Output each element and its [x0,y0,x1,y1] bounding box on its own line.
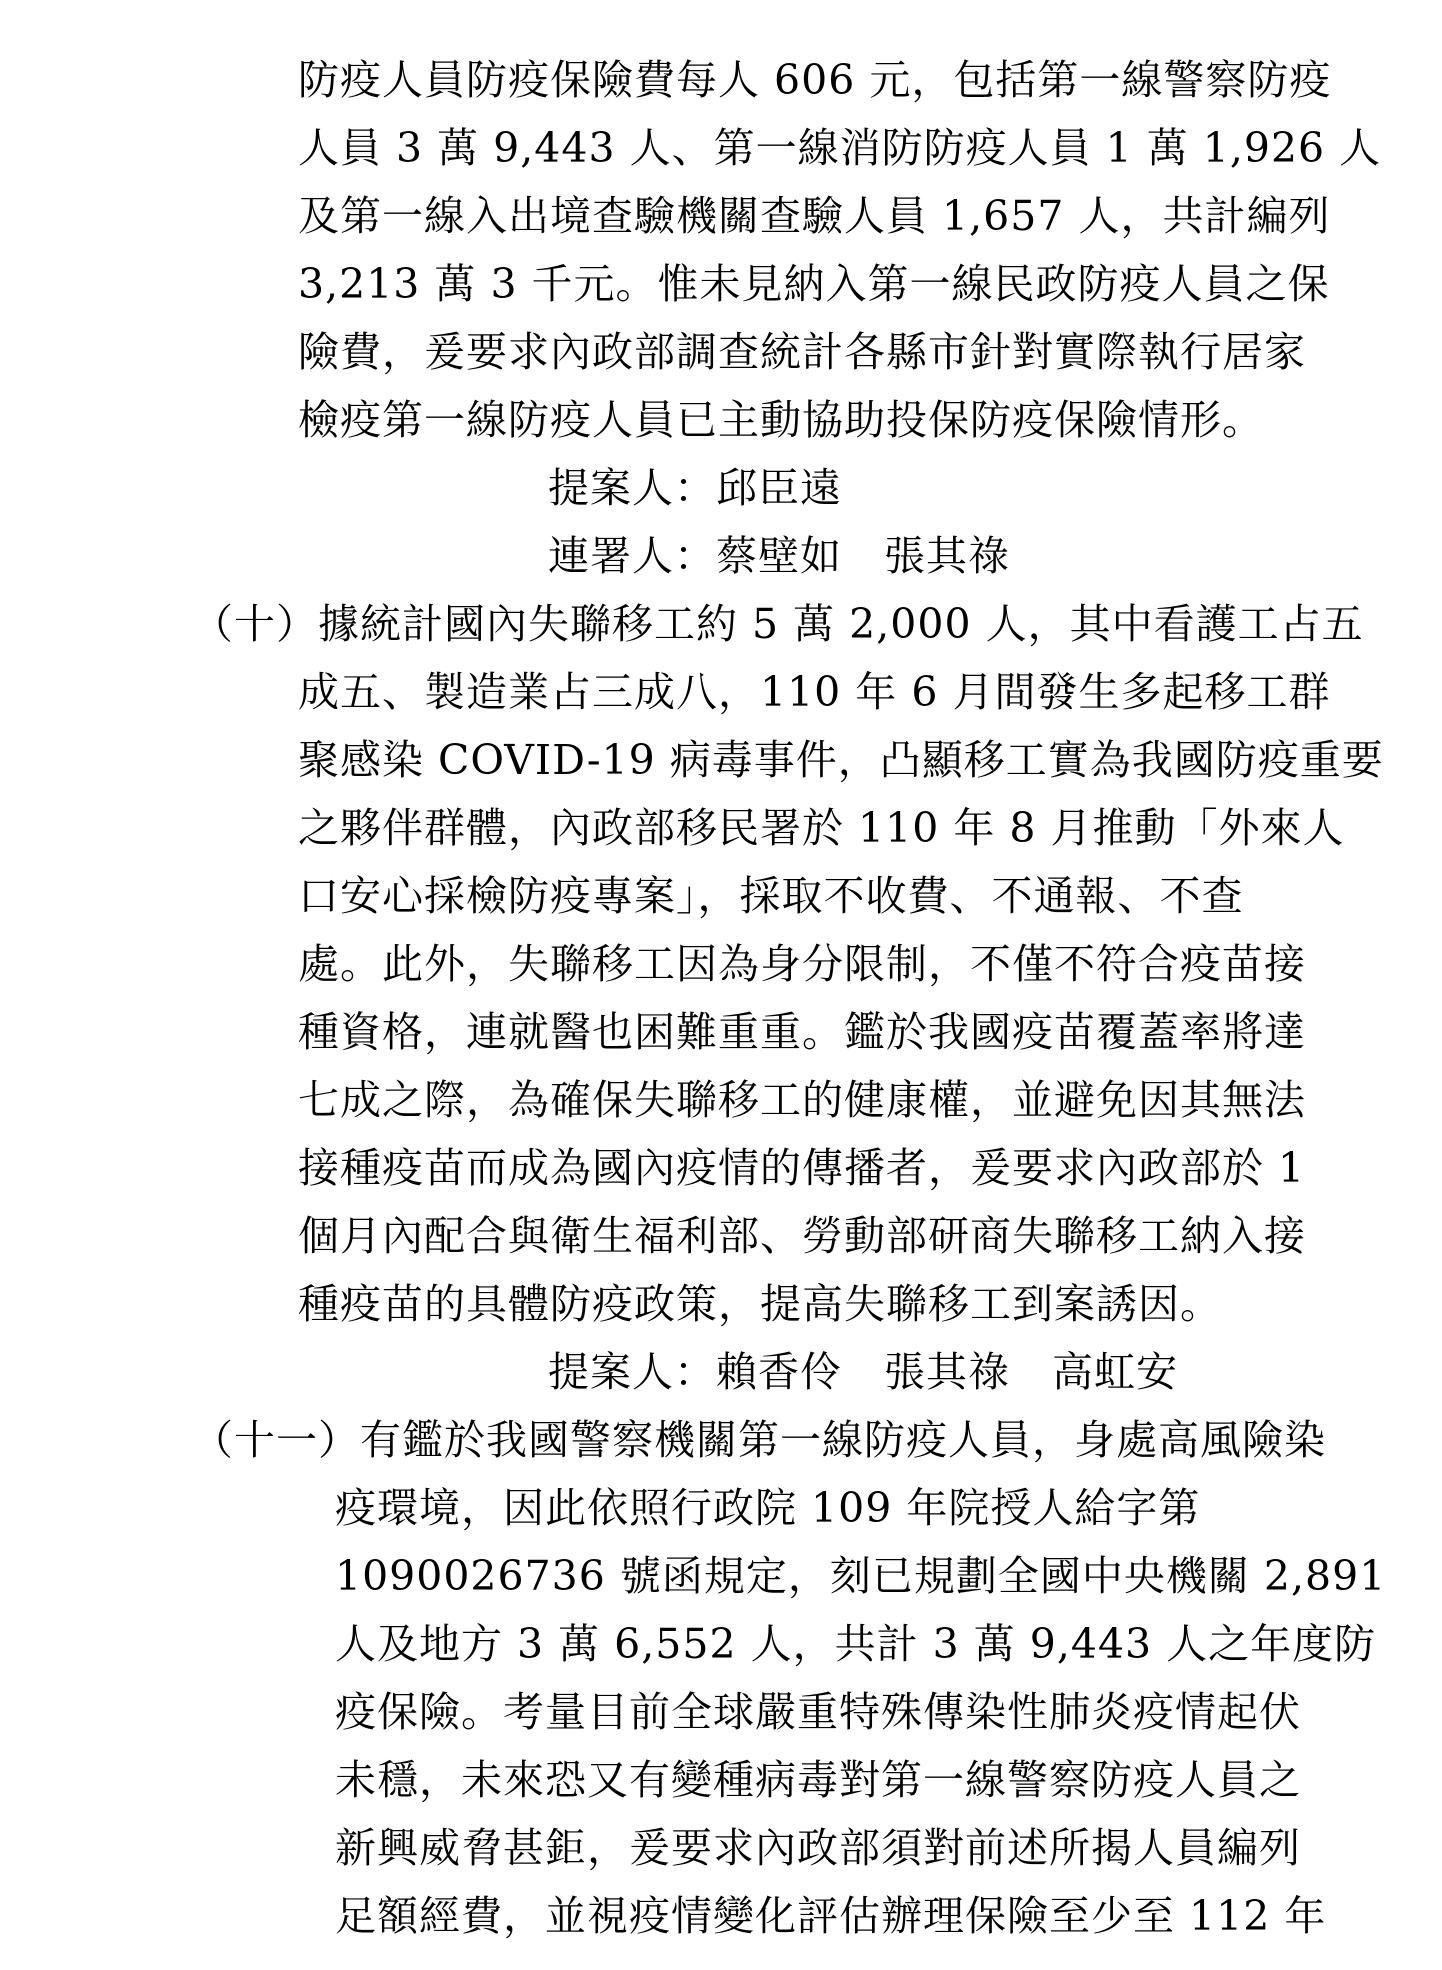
text-line: 險費，爰要求內政部調查統計各縣市針對實際執行居家 [298,328,1306,376]
text-line: 個月內配合與衛生福利部、勞動部研商失聯移工納入接 [298,1212,1306,1260]
item-heading-line: （十）據統計國內失聯移工約 5 萬 2,000 人，其中看護工占五 [192,600,1364,648]
text-line: 人及地方 3 萬 6,552 人，共計 3 萬 9,443 人之年度防 [335,1620,1377,1668]
text-line: 足額經費，並視疫情變化評估辦理保險至少至 112 年 [335,1892,1327,1940]
text-line: 檢疫第一線防疫人員已主動協助投保防疫保險情形。 [298,396,1264,444]
text-line: 之夥伴群體，內政部移民署於 110 年 8 月推動「外來人 [298,804,1345,852]
text-line: 疫環境，因此依照行政院 109 年院授人給字第 [335,1484,1201,1532]
text-line: 接種疫苗而成為國內疫情的傳播者，爰要求內政部於 1 [298,1144,1306,1192]
text-line: 種資格，連就醫也困難重重。鑑於我國疫苗覆蓋率將達 [298,1008,1306,1056]
proposer-line: 提案人：邱臣遠 [548,464,842,512]
text-line: 及第一線入出境查驗機關查驗人員 1,657 人，共計編列 [298,192,1331,240]
proposer-line: 提案人：賴香伶 張其祿 高虹安 [548,1348,1178,1396]
item-heading-line: （十一）有鑑於我國警察機關第一線防疫人員，身處高風險染 [192,1416,1326,1464]
text-line: 1090026736 號函規定，刻已規劃全國中央機關 2,891 [335,1552,1387,1600]
text-line: 疫保險。考量目前全球嚴重特殊傳染性肺炎疫情起伏 [335,1688,1301,1736]
cosigner-line: 連署人：蔡壁如 張其祿 [548,532,1010,580]
text-line: 新興威脅甚鉅，爰要求內政部須對前述所揭人員編列 [335,1824,1301,1872]
text-line: 口安心採檢防疫專案」，採取不收費、不通報、不查 [298,872,1244,920]
text-line: 3,213 萬 3 千元。惟未見納入第一線民政防疫人員之保 [298,260,1330,308]
text-line: 種疫苗的具體防疫政策，提高失聯移工到案誘因。 [298,1280,1222,1328]
text-line: 防疫人員防疫保險費每人 606 元，包括第一線警察防疫 [298,56,1332,104]
text-line: 成五、製造業占三成八，110 年 6 月間發生多起移工群 [298,668,1331,716]
text-line: 人員 3 萬 9,443 人、第一線消防防疫人員 1 萬 1,926 人 [298,124,1382,172]
text-line: 未穩，未來恐又有變種病毒對第一線警察防疫人員之 [335,1756,1301,1804]
text-line: 七成之際，為確保失聯移工的健康權，並避免因其無法 [298,1076,1306,1124]
text-line: 聚感染 COVID-19 病毒事件，凸顯移工實為我國防疫重要 [298,736,1384,784]
text-line: 處。此外，失聯移工因為身分限制，不僅不符合疫苗接 [298,940,1306,988]
